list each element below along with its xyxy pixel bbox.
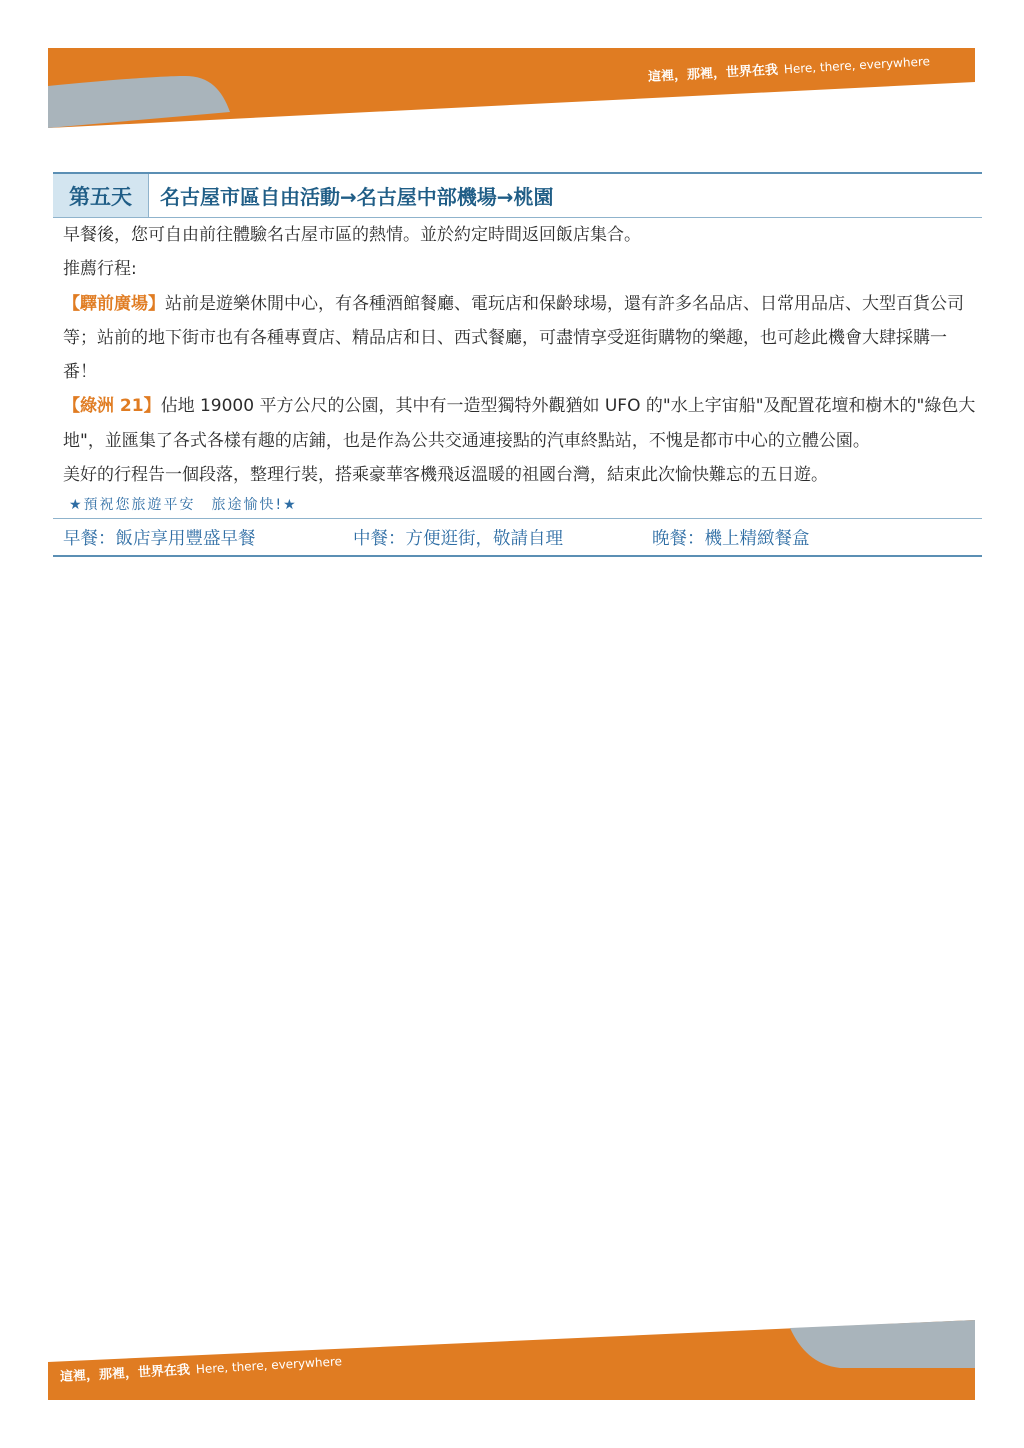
intro-text: 早餐後，您可自由前往體驗名古屋市區的熱情。並於約定時間返回飯店集合。 xyxy=(63,225,641,245)
spot-text: 站前是遊樂休閒中心，有各種酒館餐廳、電玩店和保齡球場，還有許多名品店、日常用品店、大型百貨公司等；站前的地下街市也有各種專賣店、精品店和日、西式餐廳，可盡情享受逛街購物的樂趣，也可趁此機會大肆採購一番！ xyxy=(63,293,964,383)
day-label: 第五天 xyxy=(53,174,149,217)
wish-text: ★預祝您旅遊平安 旅途愉快!★ xyxy=(69,497,298,514)
spot-text: 佔地 19000 平方公尺的公園，其中有一造型獨特外觀猶如 UFO 的"水上宇宙船"及配置花壇和樹木的"綠色大地"，並匯集了各式各樣有趣的店鋪，也是作為公共交通連接點的汽車終點站，不愧是都市中心的立體公園。 xyxy=(63,396,976,451)
meal-lunch: 中餐：方便逛街，敬請自理 xyxy=(353,528,563,549)
spot-tag: 【綠洲 21】 xyxy=(63,396,161,417)
spot-paragraph xyxy=(63,389,976,458)
meals-row xyxy=(53,518,982,557)
footer-slogan-en: Here, there, everywhere xyxy=(195,1354,343,1377)
closing-text: 美好的行程告一個段落，整理行裝，搭乘豪華客機飛返溫暖的祖國台灣，結束此次愉快難忘的五日遊。 xyxy=(63,465,828,486)
day-body xyxy=(53,218,982,518)
header-slogan-zh: 這裡，那裡，世界在我 xyxy=(647,62,779,85)
spot-paragraph xyxy=(63,287,976,390)
meal-dinner: 晚餐：機上精緻餐盒 xyxy=(652,528,810,549)
header-slogan-en: Here, there, everywhere xyxy=(783,54,931,77)
day-header xyxy=(53,172,982,218)
top-banner xyxy=(0,0,1024,140)
spot-tag: 【驛前廣場】 xyxy=(63,293,165,314)
day-itinerary xyxy=(53,172,982,557)
day-route: 名古屋市區自由活動→名古屋中部機場→桃園 xyxy=(160,185,554,209)
meal-breakfast: 早餐：飯店享用豐盛早餐 xyxy=(63,528,256,549)
recommend-label: 推薦行程: xyxy=(63,259,137,280)
footer-slogan-zh: 這裡，那裡，世界在我 xyxy=(59,1362,191,1385)
